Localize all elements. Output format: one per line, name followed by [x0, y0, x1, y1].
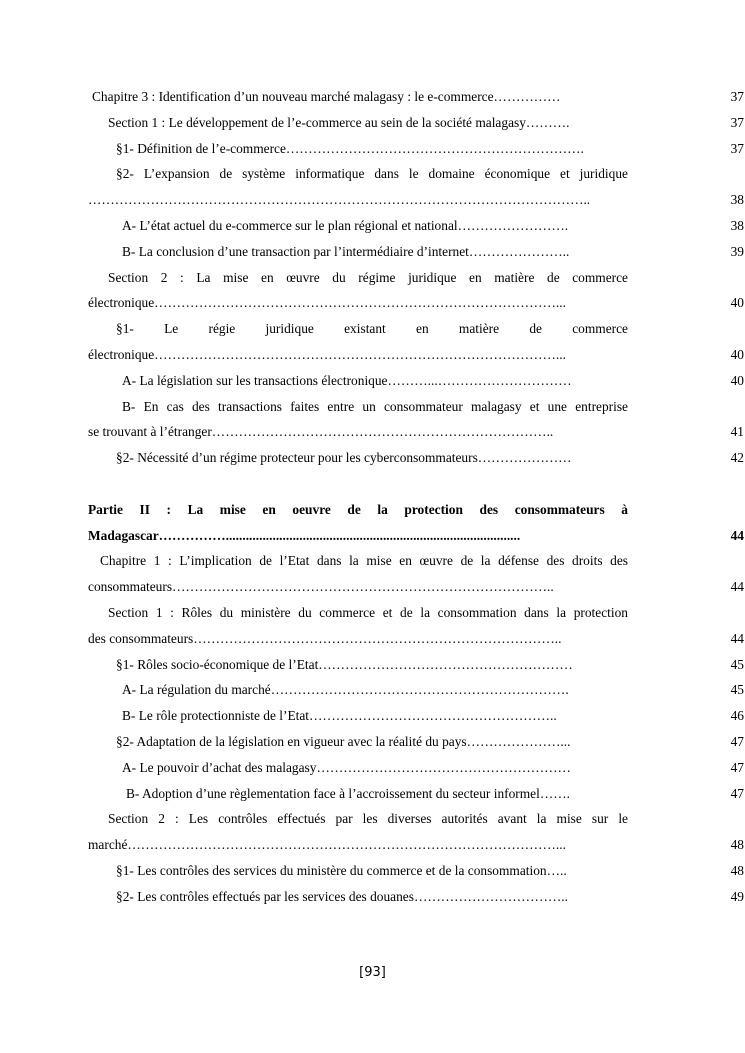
toc-page-number: 40	[730, 347, 744, 362]
toc-entry-text: B- Le rôle protectionniste de l’Etat………………………………………………..	[122, 708, 557, 724]
toc-page-number: 46	[730, 708, 744, 724]
toc-entry-text: Madagascar……………........................................................................................	[88, 527, 521, 543]
toc-entry-text: §2- Nécessité d’un régime protecteur pour les cyberconsommateurs…………………	[116, 450, 572, 466]
toc-page-number: 37	[730, 140, 744, 156]
toc-page-number: 47	[730, 734, 744, 749]
toc-page-number: 37	[730, 114, 744, 130]
toc-page-number: 38	[730, 218, 744, 233]
toc-entry-text: A- La régulation du marché………………………………………………………….	[122, 682, 569, 698]
toc-page-number: 41	[730, 424, 744, 440]
toc-entry-text: marché……………………………………………………………………………………...	[88, 837, 566, 853]
toc-page-number: 48	[730, 863, 744, 878]
toc-entry-text: §2- Les contrôles effectués par les services des douanes……………………………..	[116, 888, 568, 904]
toc-entry-text: électronique………………………………………………………………………………...	[88, 346, 566, 362]
toc-page-number: 47	[730, 785, 744, 801]
toc-entry-text: §1- Le régie juridique existant en matière de commerce	[116, 321, 628, 337]
toc-page-number: 49	[730, 888, 744, 904]
toc-entry-text: A- L’état actuel du e-commerce sur le plan régional et national…………………….	[122, 217, 569, 233]
toc-page-number: 42	[730, 450, 744, 466]
toc-page-number: 37	[730, 89, 744, 104]
toc-page-number: 45	[730, 656, 744, 672]
toc-entry-text: A- La législation sur les transactions électronique………...…………………………	[122, 372, 572, 388]
toc-entry-text: §1- Rôles socio-économique de l’Etat…………………………………………………	[116, 656, 573, 672]
toc-entry-text: …………………………………………………………………………………………………..	[88, 192, 591, 208]
toc-entry-text: Section 1 : Rôles du ministère du commerce et de la consommation dans la protection	[108, 604, 628, 620]
toc-entry-text: électronique………………………………………………………………………………...	[88, 295, 566, 311]
toc-entry-text: Section 2 : La mise en œuvre du régime juridique en matière de commerce	[108, 269, 628, 285]
toc-entry-text: B- Adoption d’une règlementation face à l’accroissement du secteur informel…….	[126, 785, 570, 801]
toc-page-number: 47	[730, 759, 744, 775]
toc-entry-text: Chapitre 3 : Identification d’un nouveau marché malagasy : le e-commerce……………	[92, 89, 561, 104]
toc-entry-text: des consommateurs………………………………………………………………………..	[88, 630, 562, 646]
toc-entry-text: consommateurs…………………………………………………………………………..	[88, 579, 554, 595]
toc-page-number: 45	[730, 682, 744, 698]
toc-page-number: 48	[730, 837, 744, 853]
toc-entry-text	[88, 471, 628, 497]
toc-page-number: 44	[730, 527, 744, 543]
table-of-contents	[88, 84, 744, 910]
toc-entry-text: §2- L’expansion de système informatique dans le domaine économique et juridique	[116, 166, 628, 182]
page-number: [93]	[359, 965, 386, 980]
toc-page-number: 39	[730, 243, 744, 259]
toc-entry-text: se trouvant à l’étranger…………………………………………………………………..	[88, 424, 554, 440]
toc-entry-text: §2- Adaptation de la législation en vigueur avec la réalité du pays…………………...	[116, 733, 571, 749]
toc-page-number: 44	[730, 630, 744, 646]
toc-page-number: 40	[730, 372, 744, 388]
toc-entry-text: Section 1 : Le développement de l’e-commerce au sein de la société malagasy……….	[108, 114, 570, 130]
toc-page-number: 40	[730, 295, 744, 311]
toc-page-number: 44	[730, 579, 744, 595]
toc-entry-text: B- En cas des transactions faites entre un consommateur malagasy et une entreprise	[122, 398, 628, 414]
toc-entry-text: §1- Les contrôles des services du ministère du commerce et de la consommation…..	[116, 862, 567, 878]
toc-entry-text: Chapitre 1 : L’implication de l’Etat dans la mise en œuvre de la défense des droits des	[100, 553, 628, 569]
toc-entry-text: A- Le pouvoir d’achat des malagasy…………………………………………………	[122, 759, 571, 775]
toc-entry-text: Section 2 : Les contrôles effectués par les diverses autorités avant la mise sur le	[108, 811, 628, 827]
toc-page-number: 38	[730, 192, 744, 208]
toc-entry-text: Partie II : La mise en oeuvre de la protection des consommateurs à	[88, 501, 628, 517]
toc-entry-text: §1- Définition de l’e-commerce………………………………………………………….	[116, 140, 584, 156]
toc-entry-text: B- La conclusion d’une transaction par l’intermédiaire d’internet…………………..	[122, 243, 570, 259]
